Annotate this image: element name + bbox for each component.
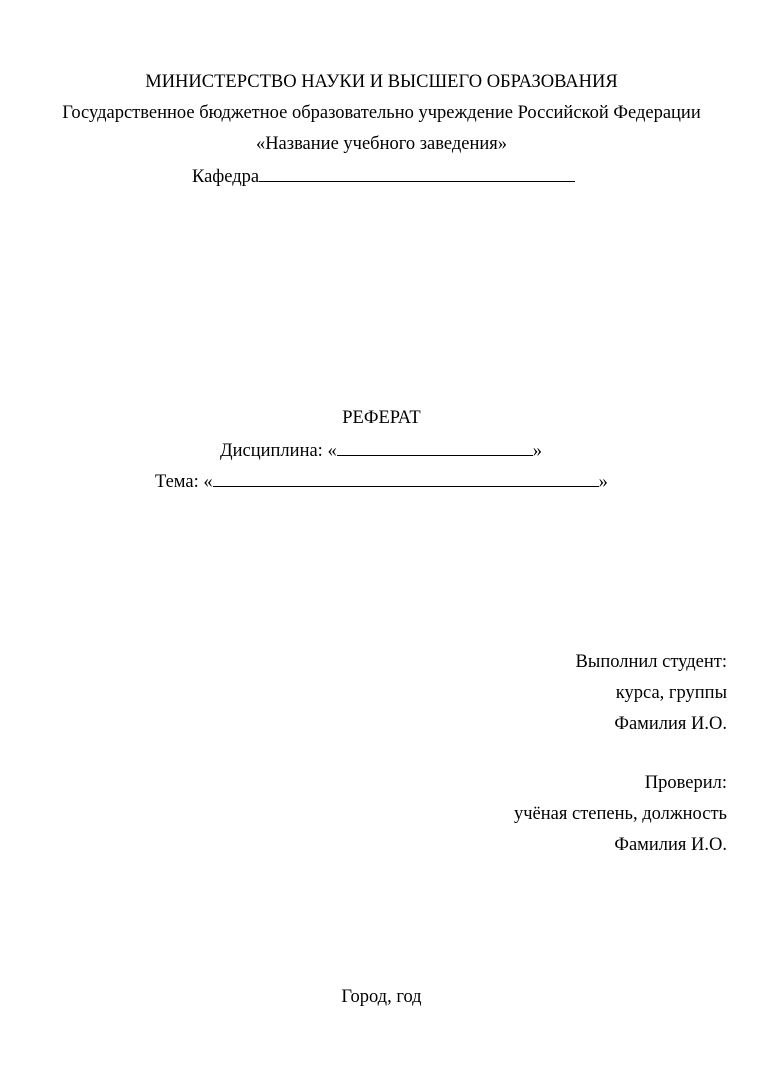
- department-line: [192, 164, 575, 188]
- topic-label: Тема: «: [155, 472, 213, 492]
- checked-by-label: [645, 772, 727, 794]
- reviewer-position-text: учёная степень, должность: [514, 804, 727, 824]
- discipline-line: [220, 438, 542, 462]
- topic-blank-field[interactable]: [213, 469, 599, 487]
- department-label: Кафедра: [192, 167, 260, 187]
- discipline-close-quote: »: [532, 441, 542, 461]
- course-group-text: курса, группы: [615, 683, 727, 703]
- institution-name: [0, 133, 763, 155]
- department-blank-field[interactable]: [259, 164, 575, 182]
- institution-type: [0, 102, 763, 124]
- institution-type-text: Государственное бюджетное образовательно учреждение Российской Федерации: [62, 103, 701, 123]
- discipline-blank-field[interactable]: [337, 438, 533, 456]
- performed-by-text: Выполнил студент:: [575, 652, 727, 672]
- checked-by-text: Проверил:: [644, 773, 727, 793]
- ministry-text: МИНИСТЕРСТВО НАУКИ И ВЫСШЕГО ОБРАЗОВАНИЯ: [145, 72, 618, 92]
- document-type-title: [0, 407, 763, 429]
- institution-name-text: «Название учебного заведения»: [255, 134, 508, 154]
- reviewer-name: [614, 834, 727, 856]
- student-name-text: Фамилия И.О.: [614, 714, 727, 734]
- city-year-text: Город, год: [341, 987, 422, 1007]
- topic-line: [155, 469, 608, 493]
- city-year: [0, 986, 763, 1008]
- reviewer-position: [514, 803, 727, 825]
- document-type-text: РЕФЕРАТ: [342, 408, 421, 428]
- ministry-heading: [0, 71, 763, 93]
- reviewer-name-text: Фамилия И.О.: [614, 835, 727, 855]
- course-group: [616, 682, 727, 704]
- discipline-label: Дисциплина: «: [220, 441, 337, 461]
- performed-by-label: [576, 651, 727, 673]
- topic-close-quote: »: [598, 472, 608, 492]
- student-name: [614, 713, 727, 735]
